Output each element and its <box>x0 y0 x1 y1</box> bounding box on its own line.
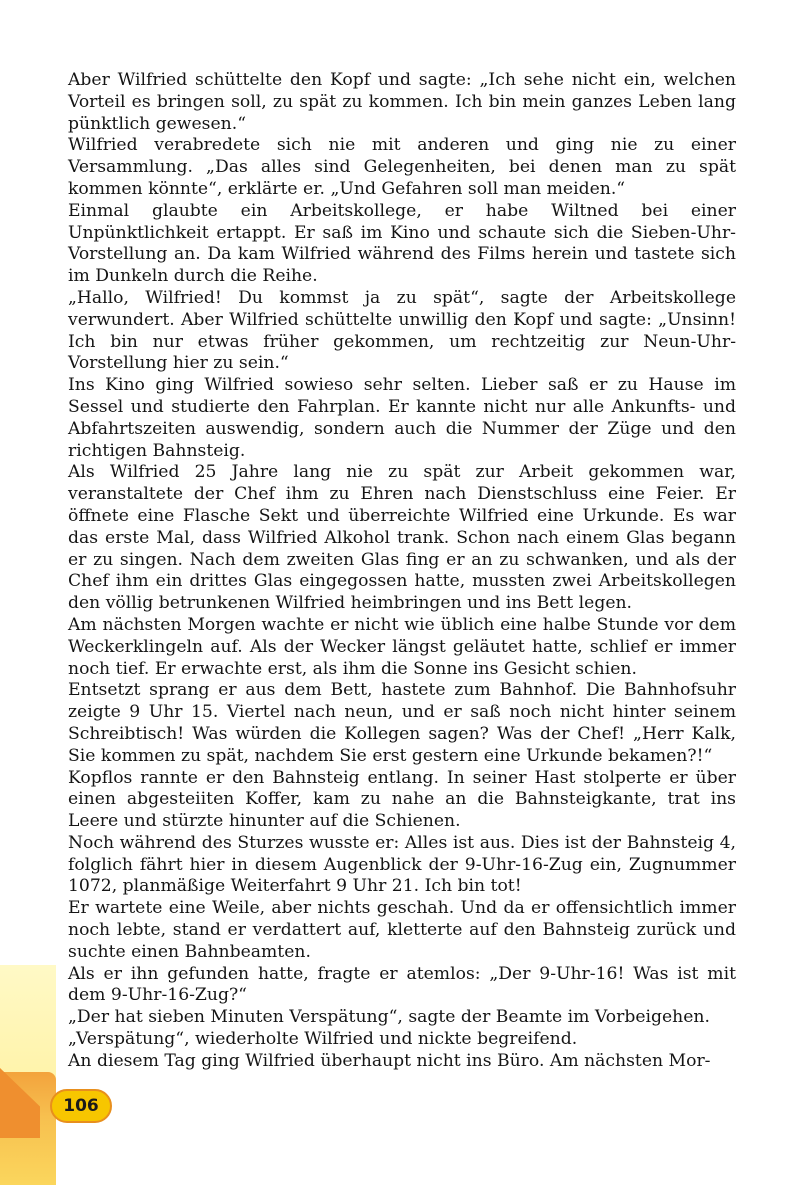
paragraph: Am nächsten Morgen wachte er nicht wie üblich eine halbe Stunde vor dem Weckerklingeln auf. Als der Wecker längst geläutet hatte, schlief er immer noch tief. Er erwachte erst, als ihm die Sonne ins Gesicht schien. <box>68 614 736 679</box>
paragraph: Entsetzt sprang er aus dem Bett, hastete zum Bahnhof. Die Bahnhofsuhr zeigte 9 Uhr 15. Viertel nach neun, und er saß noch nicht hinter seinem Schreibtisch! Was würden die Kollegen sagen? Was der Chef! „Herr Kalk, Sie kommen zu spät, nachdem Sie erst gestern eine Urkunde bekamen?!“ <box>68 680 736 766</box>
page-number: 106 <box>63 1096 99 1116</box>
paragraph: Wilfried verabredete sich nie mit anderen und ging nie zu einer Versammlung. „Das alles sind Gelegenheiten, bei denen man zu spät kommen könnte“, erklärte er. „Und Gefahren soll man meiden.“ <box>68 135 736 199</box>
paragraph: „Hallo, Wilfried! Du kommst ja zu spät“, sagte der Arbeitskollege verwundert. Aber Wilfried schüttelte unwillig den Kopf und sagte: „Unsinn! Ich bin nur etwas früher gekommen, um rechtzeitig zur Neun-Uhr-Vorstellung hier zu sein.“ <box>68 287 736 374</box>
paragraph: Er wartete eine Weile, aber nichts geschah. Und da er offensichtlich immer noch lebte, stand er verdattert auf, kletterte auf den Bahnsteig zurück und suchte einen Bahnbeamten. <box>68 898 736 962</box>
paragraph: Einmal glaubte ein Arbeitskollege, er habe Wiltned bei einer Unpünktlichkeit ertappt. Er saß im Kino und schaute sich die Sieben-Uhr-Vorstellung an. Da kam Wilfried während des Films herein und tastete sich im Dunkeln durch die Reihe. <box>68 200 736 287</box>
paragraph: Ins Kino ging Wilfried sowieso sehr selten. Lieber saß er zu Hause im Sessel und studierte den Fahrplan. Er kannte nicht nur alle Ankunfts- und Abfahrtszeiten auswendig, sondern auch die Nummer der Züge und den richtigen Bahnsteig. <box>68 375 736 461</box>
paragraph: „Der hat sieben Minuten Verspätung“, sagte der Beamte im Vorbeigehen. <box>68 1007 710 1028</box>
page-number-badge <box>50 1089 112 1123</box>
paragraph: Noch während des Sturzes wusste er: Alles ist aus. Dies ist der Bahnsteig 4, folglich fährt hier in diesem Augenblick der 9-Uhr-16-Zug ein, Zugnummer 1072, planmäßige Weiterfahrt 9 Uhr 21. Ich bin tot! <box>68 832 736 897</box>
paragraph: Als Wilfried 25 Jahre lang nie zu spät zur Arbeit gekommen war, veranstaltete der Chef ihm zu Ehren nach Dienstschluss eine Feier. Er öffnete eine Flasche Sekt und überreichte Wilfried eine Urkunde. Es war das erste Mal, dass Wilfried Alkohol trank. Schon nach einem Glas begann er zu singen. Nach dem zweiten Glas fing er an zu schwanken, und als der Chef ihm ein drittes Glas eingegossen hatte, mussten zwei Arbeitskollegen den völlig betrunkenen Wilfried heimbringen und ins Bett legen. <box>68 462 736 614</box>
paragraph: An diesem Tag ging Wilfried überhaupt nicht ins Büro. Am nächsten Mor- <box>68 1050 711 1071</box>
paragraph: Als er ihn gefunden hatte, fragte er atemlos: „Der 9-Uhr-16! Was ist mit dem 9-Uhr-16-Zug?“ <box>68 963 736 1006</box>
paragraph: Aber Wilfried schüttelte den Kopf und sagte: „Ich sehe nicht ein, welchen Vorteil es bringen soll, zu spät zu kommen. Ich bin mein ganzes Leben lang pünktlich gewesen.“ <box>68 70 736 134</box>
paragraph: „Verspätung“, wiederholte Wilfried und nickte begreifend. <box>68 1029 578 1050</box>
page-body-text <box>68 70 736 1073</box>
paragraph: Kopflos rannte er den Bahnsteig entlang. In seiner Hast stolperte er über einen abgesteiiten Koffer, kam zu nahe an die Bahnsteigkante, trat ins Leere und stürzte hinunter auf die Schienen. <box>68 767 736 832</box>
